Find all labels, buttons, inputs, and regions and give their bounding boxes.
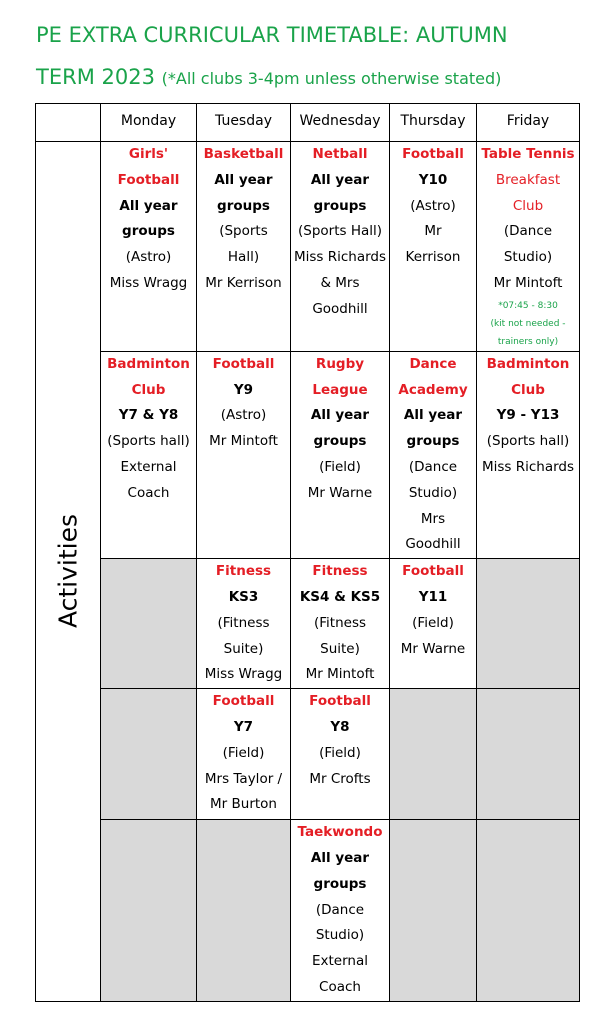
activity-name-line: Club	[511, 381, 545, 398]
activity-staff-line: & Mrs	[320, 274, 360, 291]
activity-name-line: League	[312, 381, 368, 398]
header-wednesday: Wednesday	[291, 104, 390, 142]
activity-cell-monday	[101, 351, 197, 558]
empty-slot-thursday	[390, 689, 477, 820]
activity-name-line: Badminton	[107, 355, 190, 372]
activity-group-line: groups	[406, 433, 460, 450]
activity-group-line: Y7	[233, 718, 254, 735]
header-row	[36, 104, 580, 142]
activity-venue-line: (Dance	[315, 901, 365, 918]
activity-venue-line: Suite)	[223, 640, 264, 657]
title-line-2: TERM 2023	[36, 65, 155, 89]
empty-slot-monday	[101, 559, 197, 689]
activity-staff-line: External	[120, 458, 177, 475]
activity-group-line: groups	[313, 875, 367, 892]
activity-name-line: Fitness	[215, 563, 272, 580]
title-note: (*All clubs 3-4pm unless otherwise stated)	[161, 69, 502, 88]
activity-name-line: Taekwondo	[297, 824, 383, 841]
activity-staff-line: Mr Mintoft	[493, 274, 563, 291]
activity-staff-line: Mrs Taylor /	[204, 770, 283, 787]
activity-venue-line: (Field)	[319, 744, 361, 761]
activity-staff-line: Goodhill	[405, 536, 461, 553]
activity-cell-tuesday	[197, 689, 291, 820]
activity-group-line: groups	[217, 197, 270, 214]
activity-name-line: Fitness	[312, 563, 368, 580]
activity-name-line: Club	[131, 381, 166, 398]
activity-group-line: All year	[310, 407, 370, 424]
activity-cell-thursday	[390, 142, 477, 352]
activity-staff-line: Miss Wragg	[204, 666, 283, 683]
activity-name-line: Football	[212, 355, 275, 372]
activities-side-label	[36, 142, 101, 1002]
activity-row	[36, 142, 580, 352]
activity-cell-wednesday	[291, 559, 390, 689]
activity-row	[36, 820, 580, 1002]
activity-row	[36, 351, 580, 558]
activity-name-line: Football	[117, 171, 180, 188]
activity-venue-line: (Sports	[219, 223, 268, 240]
activity-name-line: Table Tennis	[481, 146, 575, 162]
activity-note-line: trainers only)	[497, 336, 559, 347]
activity-group-line: Y8	[330, 718, 350, 735]
activity-staff-line: Coach	[319, 978, 361, 995]
activity-name-line: Basketball	[203, 146, 284, 162]
activity-name-line: Badminton	[486, 355, 570, 372]
activity-sub-line: Breakfast	[495, 171, 561, 188]
activity-venue-line: (Astro)	[125, 249, 172, 266]
header-tuesday: Tuesday	[197, 104, 291, 142]
activity-name-line: Football	[402, 146, 464, 162]
activity-venue-line: Hall)	[227, 249, 260, 266]
activity-venue-line: (Field)	[319, 458, 361, 475]
activity-cell-tuesday	[197, 351, 291, 558]
activity-group-line: Y11	[418, 588, 448, 605]
activity-cell-friday	[477, 351, 580, 558]
activity-cell-wednesday	[291, 820, 390, 1002]
activity-name-line: Girls'	[128, 146, 169, 162]
activity-venue-line: (Dance	[408, 458, 458, 475]
empty-slot-thursday	[390, 820, 477, 1002]
activity-cell-tuesday	[197, 559, 291, 689]
activity-name-line: Football	[212, 693, 275, 710]
activity-cell-wednesday	[291, 689, 390, 820]
activity-group-line: Y7 & Y8	[118, 407, 179, 424]
activity-cell-thursday	[390, 351, 477, 558]
activity-staff-line: Miss Wragg	[109, 274, 188, 291]
timetable	[35, 103, 580, 1002]
activity-group-line: All year	[403, 407, 463, 424]
activity-group-line: groups	[122, 223, 175, 240]
empty-slot-friday	[477, 689, 580, 820]
activity-staff-line: Mrs	[420, 510, 446, 527]
activity-row	[36, 559, 580, 689]
activity-name-line: Football	[309, 693, 371, 710]
page-subtitle	[36, 67, 596, 88]
empty-slot-friday	[477, 820, 580, 1002]
activity-staff-line: Mr Mintoft	[209, 433, 278, 450]
activity-cell-thursday	[390, 559, 477, 689]
activity-name-line: Rugby	[315, 355, 365, 372]
activity-staff-line: Miss Richards	[293, 249, 387, 266]
activity-name-line: Dance	[409, 355, 457, 372]
activity-name-line: Netball	[312, 146, 368, 162]
page-title	[36, 25, 596, 46]
activity-group-line: All year	[119, 197, 178, 214]
activity-venue-line: (Fitness	[313, 614, 367, 631]
activity-venue-line: (Sports hall)	[486, 433, 570, 450]
activities-label-text: Activities	[53, 514, 83, 629]
activity-venue-line: (Field)	[412, 614, 454, 631]
activity-group-line: All year	[310, 849, 370, 866]
empty-slot-monday	[101, 689, 197, 820]
activity-group-line: All year	[310, 171, 370, 188]
activity-venue-line: Studio)	[408, 484, 458, 501]
activity-note-line: *07:45 - 8:30	[498, 300, 558, 311]
activity-row	[36, 689, 580, 820]
activity-group-line: groups	[313, 197, 367, 214]
activity-staff-line: Mr Kerrison	[205, 274, 282, 291]
activity-staff-line: Mr Warne	[400, 640, 466, 657]
activity-staff-line: Kerrison	[405, 249, 461, 266]
activity-venue-line: Studio)	[315, 927, 365, 944]
activity-staff-line: Coach	[127, 484, 170, 501]
activity-venue-line: (Dance	[503, 223, 553, 240]
activity-venue-line: (Sports Hall)	[297, 223, 383, 240]
activity-staff-line: Miss Richards	[481, 458, 575, 475]
activity-cell-friday	[477, 142, 580, 352]
activity-sub-line: Club	[512, 197, 544, 214]
activity-group-line: Y10	[418, 171, 448, 188]
activity-group-line: All year	[214, 171, 273, 188]
header-monday: Monday	[101, 104, 197, 142]
activity-venue-line: Suite)	[320, 640, 360, 657]
activity-group-line: KS4 & KS5	[299, 588, 381, 605]
header-corner	[36, 104, 101, 142]
activity-venue-line: (Astro)	[220, 407, 267, 424]
activity-venue-line: (Field)	[222, 744, 265, 761]
activity-name-line: Football	[402, 563, 464, 580]
activity-staff-line: Mr	[424, 223, 442, 240]
empty-slot-tuesday	[197, 820, 291, 1002]
activity-group-line: Y9 - Y13	[496, 407, 560, 424]
activity-staff-line: Goodhill	[312, 300, 368, 317]
activity-staff-line: Mr Burton	[210, 796, 277, 813]
activity-venue-line: Studio)	[503, 249, 553, 266]
activity-staff-line: Mr Mintoft	[305, 666, 375, 683]
activity-group-line: Y9	[233, 381, 254, 398]
header-thursday: Thursday	[390, 104, 477, 142]
activity-cell-wednesday	[291, 351, 390, 558]
activity-group-line: KS3	[228, 588, 259, 605]
activity-staff-line: External	[311, 953, 368, 970]
activity-staff-line: Mr Crofts	[309, 770, 371, 787]
activity-group-line: groups	[313, 433, 367, 450]
activity-note-line: (kit not needed -	[490, 318, 566, 329]
activity-name-line: Academy	[398, 381, 468, 398]
activity-cell-wednesday	[291, 142, 390, 352]
activity-cell-tuesday	[197, 142, 291, 352]
title-line-1: PE EXTRA CURRICULAR TIMETABLE: AUTUMN	[36, 23, 508, 47]
activity-venue-line: (Sports hall)	[107, 433, 190, 450]
activity-staff-line: Mr Warne	[307, 484, 373, 501]
activity-venue-line: (Astro)	[410, 197, 456, 214]
activity-venue-line: (Fitness	[217, 614, 270, 631]
activity-cell-monday	[101, 142, 197, 352]
empty-slot-friday	[477, 559, 580, 689]
header-friday: Friday	[477, 104, 580, 142]
empty-slot-monday	[101, 820, 197, 1002]
